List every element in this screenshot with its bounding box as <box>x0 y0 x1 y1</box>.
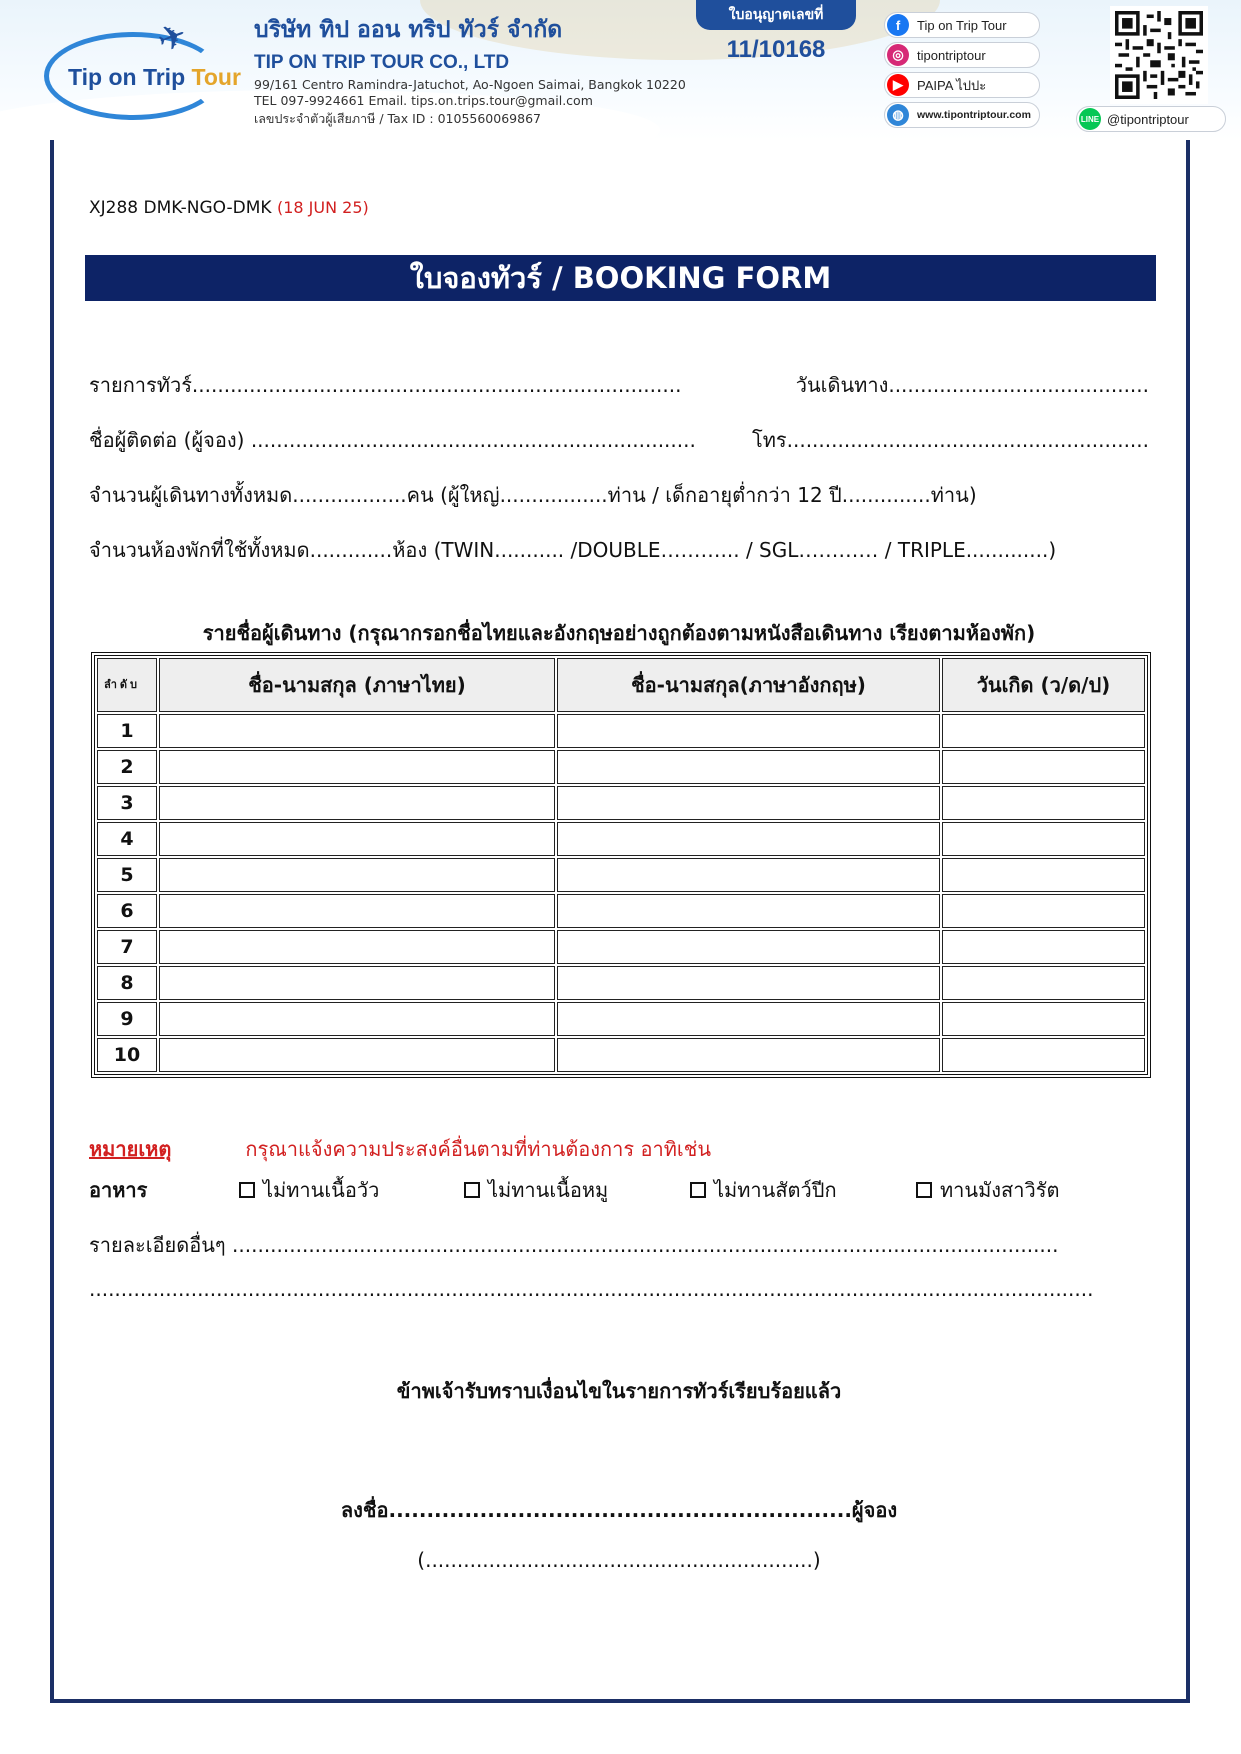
birth-date-cell[interactable] <box>942 786 1145 820</box>
thai-name-cell[interactable] <box>159 822 555 856</box>
traveler-list-title: รายชื่อผู้เดินทาง (กรุณากรอกชื่อไทยและอังกฤษอย่างถูกต้องตามหนังสือเดินทาง เรียงตามห้องพัก) <box>202 621 1036 645</box>
thai-name-cell[interactable] <box>159 930 555 964</box>
web-icon: ◍ <box>887 104 909 126</box>
food-label: อาหาร <box>89 1178 148 1202</box>
food-option-label: ทานมังสาวิรัต <box>940 1178 1060 1202</box>
traveler-table <box>91 652 1151 1078</box>
row-number: 9 <box>97 1002 157 1036</box>
tour-program-field[interactable] <box>89 370 1149 400</box>
airplane-icon: ✈ <box>152 14 193 62</box>
table-row <box>97 750 1145 784</box>
thai-name-cell[interactable] <box>159 1002 555 1036</box>
social-line[interactable] <box>1076 106 1226 132</box>
social-label: tipontriptour <box>917 47 986 63</box>
table-row <box>97 930 1145 964</box>
social-label: www.tipontriptour.com <box>917 109 1031 121</box>
signature-line[interactable]: ลงชื่อ.............................................................ผู้จอง <box>340 1498 898 1522</box>
row-number: 8 <box>97 966 157 1000</box>
row-number: 6 <box>97 894 157 928</box>
social-links <box>884 12 1040 132</box>
social-youtube[interactable] <box>884 72 1040 98</box>
table-header-row <box>97 658 1145 712</box>
table-row <box>97 858 1145 892</box>
contact-person-label: ชื่อผู้ติดต่อ (ผู้จอง) ...................................................................... <box>89 428 696 452</box>
food-preference-row <box>89 1174 1149 1204</box>
food-option-label: ไม่ทานเนื้อหมู <box>488 1178 609 1202</box>
row-number: 2 <box>97 750 157 784</box>
birth-date-cell[interactable] <box>942 966 1145 1000</box>
column-header-english-name: ชื่อ-นามสกุล(ภาษาอังกฤษ) <box>557 658 940 712</box>
row-number: 4 <box>97 822 157 856</box>
remark-label: หมายเหตุ <box>89 1137 172 1161</box>
letterhead <box>0 0 1241 140</box>
social-facebook[interactable] <box>884 12 1040 38</box>
food-option-label: ไม่ทานสัตว์ปีก <box>714 1178 837 1202</box>
logo-text-main: Tip on Trip <box>68 64 192 90</box>
company-name-english: TIP ON TRIP TOUR CO., LTD <box>254 52 510 73</box>
instagram-icon: ◎ <box>887 44 909 66</box>
logo-text <box>68 64 241 91</box>
birth-date-cell[interactable] <box>942 894 1145 928</box>
remark-text: กรุณาแจ้งความประสงค์อื่นตามที่ท่านต้องการ อาทิเช่น <box>245 1137 711 1161</box>
tour-program-label: รายการทัวร์............................................................................. <box>89 373 682 397</box>
birth-date-cell[interactable] <box>942 1038 1145 1072</box>
column-header-birth-date: วันเกิด (ว/ด/ป) <box>942 658 1145 712</box>
other-details-label: รายละเอียดอื่นๆ .................................................................................................................................. <box>89 1233 1059 1257</box>
qr-code-image <box>1115 11 1203 99</box>
birth-date-cell[interactable] <box>942 822 1145 856</box>
birth-date-cell[interactable] <box>942 1002 1145 1036</box>
english-name-cell[interactable] <box>557 894 940 928</box>
checkbox-icon[interactable] <box>916 1182 932 1198</box>
line-icon: LINE <box>1079 108 1101 130</box>
table-row <box>97 786 1145 820</box>
english-name-cell[interactable] <box>557 750 940 784</box>
food-option-no-poultry[interactable] <box>690 1174 837 1206</box>
food-option-label: ไม่ทานเนื้อวัว <box>263 1178 380 1202</box>
column-header-number: ลำดับ <box>97 658 157 712</box>
birth-date-cell[interactable] <box>942 930 1145 964</box>
form-title: ใบจองทัวร์ / BOOKING FORM <box>85 255 1156 301</box>
license-block <box>696 0 856 64</box>
signature-name-line[interactable]: (.............................................................) <box>417 1548 821 1572</box>
birth-date-cell[interactable] <box>942 858 1145 892</box>
facebook-icon: f <box>887 14 909 36</box>
remark-row <box>89 1133 711 1165</box>
flight-date: (18 JUN 25) <box>276 198 369 217</box>
traveler-count-field[interactable] <box>89 480 1149 510</box>
english-name-cell[interactable] <box>557 822 940 856</box>
english-name-cell[interactable] <box>557 858 940 892</box>
row-number: 1 <box>97 714 157 748</box>
english-name-cell[interactable] <box>557 1038 940 1072</box>
row-number: 7 <box>97 930 157 964</box>
company-logo <box>40 14 241 124</box>
checkbox-icon[interactable] <box>690 1182 706 1198</box>
logo-text-accent: Tour <box>191 64 241 90</box>
social-instagram[interactable] <box>884 42 1040 68</box>
birth-date-cell[interactable] <box>942 750 1145 784</box>
english-name-cell[interactable] <box>557 930 940 964</box>
english-name-cell[interactable] <box>557 966 940 1000</box>
other-details-field[interactable] <box>89 1230 1149 1260</box>
food-option-no-beef[interactable] <box>239 1174 379 1206</box>
table-row <box>97 1038 1145 1072</box>
food-option-vegetarian[interactable] <box>916 1174 1059 1206</box>
flight-code: XJ288 DMK-NGO-DMK <box>89 198 277 218</box>
thai-name-cell[interactable] <box>159 858 555 892</box>
company-address: 99/161 Centro Ramindra-Jatuchot, Ao-Ngoen Saimai, Bangkok 10220 <box>254 77 686 92</box>
thai-name-cell[interactable] <box>159 1038 555 1072</box>
row-number: 5 <box>97 858 157 892</box>
acknowledgement: ข้าพเจ้ารับทราบเงื่อนไขในรายการทัวร์เรียบร้อยแล้ว <box>396 1379 842 1403</box>
row-number: 10 <box>97 1038 157 1072</box>
thai-name-cell[interactable] <box>159 750 555 784</box>
column-header-thai-name: ชื่อ-นามสกุล (ภาษาไทย) <box>159 658 555 712</box>
flight-info <box>89 198 369 218</box>
youtube-icon: ▶ <box>887 74 909 96</box>
social-website[interactable] <box>884 102 1040 128</box>
travel-date-label: วันเดินทาง......................................... <box>795 373 1149 397</box>
thai-name-cell[interactable] <box>159 786 555 820</box>
phone-label: โทร......................................................... <box>751 428 1149 452</box>
other-details-line-2[interactable] <box>89 1274 1149 1304</box>
table-row <box>97 966 1145 1000</box>
thai-name-cell[interactable] <box>159 894 555 928</box>
table-row <box>97 1002 1145 1036</box>
company-tax-id: เลขประจำตัวผู้เสียภาษี / Tax ID : 0105560069867 <box>254 111 541 126</box>
company-info <box>254 12 686 129</box>
checkbox-icon[interactable] <box>464 1182 480 1198</box>
table-row <box>97 822 1145 856</box>
table-row <box>97 714 1145 748</box>
license-number: 11/10168 <box>726 36 826 63</box>
room-count-label: จำนวนห้องพักที่ใช้ทั้งหมด.............ห้อง (TWIN........... /DOUBLE………... / SGL………… / TRIPLE.............) <box>89 538 1057 562</box>
thai-name-cell[interactable] <box>159 966 555 1000</box>
traveler-count-label: จำนวนผู้เดินทางทั้งหมด..................คน (ผู้ใหญ่.................ท่าน / เด็กอายุต่ำกว่า 12 ปี..............ท่าน) <box>89 483 977 507</box>
english-name-cell[interactable] <box>557 714 940 748</box>
company-contact: TEL 097-9924661 Email. tips.on.trips.tour@gmail.com <box>254 93 593 108</box>
other-details-continuation: .............................................................................................................................................................. <box>89 1277 1094 1301</box>
thai-name-cell[interactable] <box>159 714 555 748</box>
room-count-field[interactable] <box>89 535 1149 565</box>
qr-code <box>1110 6 1208 104</box>
social-label: PAIPA ไปปะ <box>917 77 987 93</box>
english-name-cell[interactable] <box>557 1002 940 1036</box>
license-label: ใบอนุญาตเลขที่ <box>696 0 856 30</box>
contact-person-field[interactable] <box>89 425 1149 455</box>
food-option-no-pork[interactable] <box>464 1174 608 1206</box>
company-name-thai: บริษัท ทิป ออน ทริป ทัวร์ จำกัด <box>254 17 563 43</box>
row-number: 3 <box>97 786 157 820</box>
table-row <box>97 894 1145 928</box>
birth-date-cell[interactable] <box>942 714 1145 748</box>
checkbox-icon[interactable] <box>239 1182 255 1198</box>
social-label: Tip on Trip Tour <box>917 17 1007 33</box>
english-name-cell[interactable] <box>557 786 940 820</box>
social-label: @tipontriptour <box>1107 111 1189 127</box>
